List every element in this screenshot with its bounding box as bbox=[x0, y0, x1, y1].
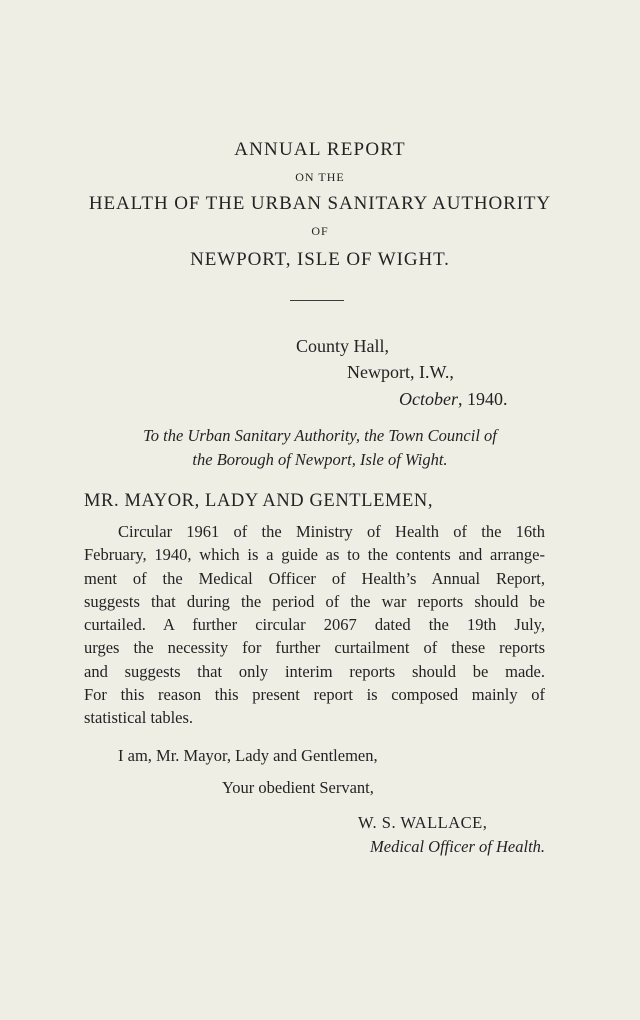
body-line: curtailed. A further circular 2067 dated the 19th July, bbox=[84, 615, 545, 635]
report-on-the: ON THE bbox=[295, 170, 345, 184]
salutation: MR. MAYOR, LADY AND GENTLEMEN, bbox=[84, 491, 434, 511]
dedication-line-2: the Borough of Newport, Isle of Wight. bbox=[192, 450, 448, 469]
body-line: ment of the Medical Officer of Health’s Annual Report, bbox=[84, 568, 545, 588]
body-line: statistical tables. bbox=[84, 708, 194, 728]
address-year: 1940. bbox=[466, 389, 508, 409]
body-line: For this reason this present report is composed mainly of bbox=[84, 685, 545, 705]
report-place: NEWPORT, ISLE OF WIGHT. bbox=[190, 249, 450, 270]
body-line: and suggests that only interim reports should be made. bbox=[84, 661, 545, 681]
body-line: urges the necessity for further curtailment of these reports bbox=[84, 638, 545, 658]
address-month: October bbox=[399, 389, 458, 409]
body-line: Circular 1961 of the Ministry of Health of the 16th bbox=[118, 522, 545, 541]
address-date bbox=[399, 389, 507, 410]
address-line-2: Newport, I.W., bbox=[347, 362, 454, 382]
report-of: OF bbox=[311, 224, 329, 238]
address-line-1: County Hall, bbox=[296, 336, 389, 356]
divider-rule bbox=[290, 300, 344, 301]
closing-line-1: I am, Mr. Mayor, Lady and Gentlemen, bbox=[118, 746, 378, 765]
body-line: suggests that during the period of the war reports should be bbox=[84, 591, 545, 611]
report-title: ANNUAL REPORT bbox=[234, 139, 406, 160]
body-line: February, 1940, which is a guide as to the contents and arrange- bbox=[84, 545, 545, 565]
report-subject: HEALTH OF THE URBAN SANITARY AUTHORITY bbox=[88, 193, 552, 214]
signature-title: Medical Officer of Health. bbox=[370, 837, 546, 856]
dedication-line-1: To the Urban Sanitary Authority, the Town Council of bbox=[143, 426, 497, 445]
address-comma: , bbox=[457, 389, 467, 409]
body-paragraph bbox=[84, 520, 545, 730]
signature-name: W. S. WALLACE, bbox=[358, 813, 488, 832]
closing-line-2: Your obedient Servant, bbox=[222, 778, 374, 797]
